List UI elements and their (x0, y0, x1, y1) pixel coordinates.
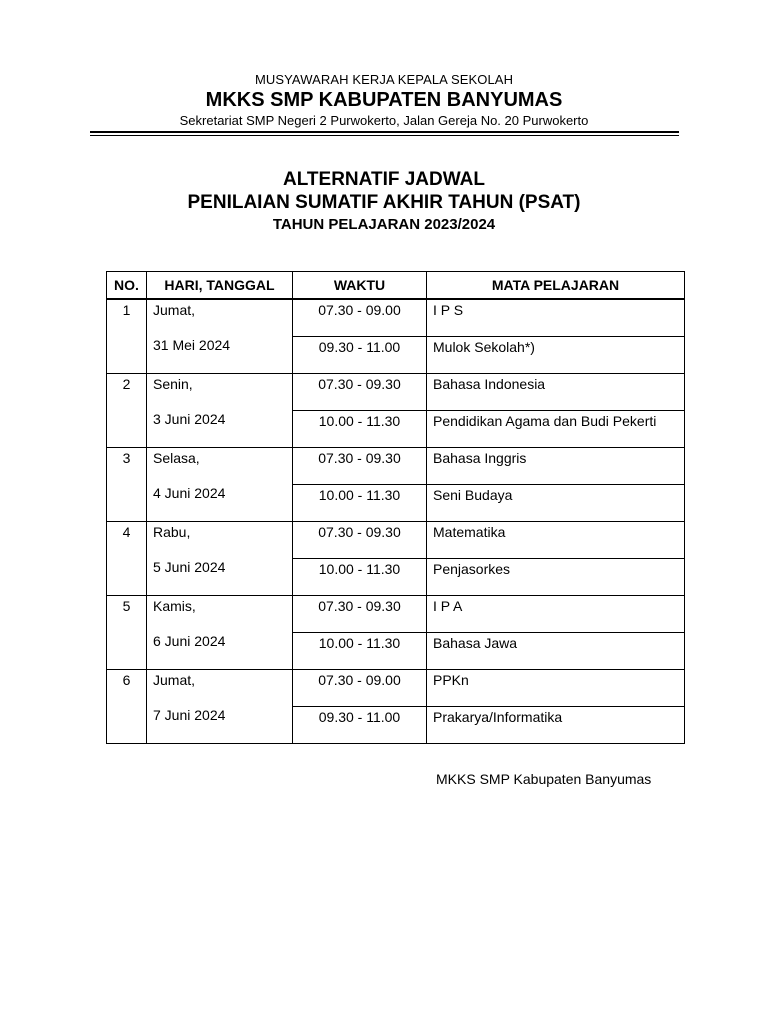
session-time: 10.00 - 11.30 (293, 411, 427, 448)
session-subject: Mulok Sekolah*) (427, 337, 685, 374)
day-date-cell (147, 299, 293, 374)
table-row (107, 448, 685, 485)
session-subject: Pendidikan Agama dan Budi Pekerti (427, 411, 685, 448)
table-row (107, 299, 685, 337)
day-date-cell (147, 374, 293, 448)
row-number: 6 (107, 670, 147, 744)
letterhead-divider (90, 131, 679, 136)
table-row (107, 670, 685, 707)
day-date-wrapper (147, 670, 292, 740)
row-number: 4 (107, 522, 147, 596)
row-number: 3 (107, 448, 147, 522)
session-subject: Bahasa Indonesia (427, 374, 685, 411)
document-subtitle: PENILAIAN SUMATIF AKHIR TAHUN (PSAT) (187, 192, 581, 213)
day-name: Rabu, (153, 524, 191, 540)
session-subject: Seni Budaya (427, 485, 685, 522)
table-header-row (107, 272, 685, 300)
session-subject: Penjasorkes (427, 559, 685, 596)
day-name: Kamis, (153, 598, 196, 614)
header-no: NO. (107, 272, 147, 300)
document-title: ALTERNATIF JADWAL (283, 169, 485, 190)
header-time: WAKTU (293, 272, 427, 300)
session-subject: I P A (427, 596, 685, 633)
table-row (107, 522, 685, 559)
session-time: 07.30 - 09.30 (293, 374, 427, 411)
session-time: 07.30 - 09.00 (293, 299, 427, 337)
row-number: 1 (107, 299, 147, 374)
day-date-wrapper (147, 300, 292, 370)
table-row (107, 374, 685, 411)
session-subject: PPKn (427, 670, 685, 707)
academic-year: TAHUN PELAJARAN 2023/2024 (272, 216, 496, 233)
session-subject: Bahasa Jawa (427, 633, 685, 670)
day-date-cell (147, 448, 293, 522)
day-name: Jumat, (153, 302, 196, 318)
session-time: 07.30 - 09.30 (293, 522, 427, 559)
signature: MKKS SMP Kabupaten Banyumas (436, 771, 652, 787)
day-name: Senin, (153, 376, 193, 392)
day-name: Selasa, (153, 450, 200, 466)
session-time: 07.30 - 09.30 (293, 448, 427, 485)
session-subject: Prakarya/Informatika (427, 707, 685, 744)
day-date-cell (147, 670, 293, 744)
day-date-cell (147, 596, 293, 670)
exam-date: 5 Juni 2024 (153, 559, 226, 575)
session-subject: Bahasa Inggris (427, 448, 685, 485)
exam-date: 4 Juni 2024 (153, 485, 226, 501)
exam-date: 31 Mei 2024 (153, 337, 231, 353)
session-time: 07.30 - 09.30 (293, 596, 427, 633)
day-date-wrapper (147, 448, 292, 518)
row-number: 2 (107, 374, 147, 448)
day-date-wrapper (147, 522, 292, 592)
session-time: 10.00 - 11.30 (293, 485, 427, 522)
session-subject: I P S (427, 299, 685, 337)
session-subject: Matematika (427, 522, 685, 559)
exam-date: 3 Juni 2024 (153, 411, 226, 427)
table-row (107, 596, 685, 633)
day-date-wrapper (147, 374, 292, 444)
header-day-date: HARI, TANGGAL (147, 272, 293, 300)
organization-address: Sekretariat SMP Negeri 2 Purwokerto, Jalan Gereja No. 20 Purwokerto (179, 113, 589, 128)
exam-date: 7 Juni 2024 (153, 707, 226, 723)
session-time: 10.00 - 11.30 (293, 633, 427, 670)
session-time: 09.30 - 11.00 (293, 707, 427, 744)
session-time: 10.00 - 11.30 (293, 559, 427, 596)
session-time: 09.30 - 11.00 (293, 337, 427, 374)
session-time: 07.30 - 09.00 (293, 670, 427, 707)
table-body (107, 299, 685, 744)
header-subject: MATA PELAJARAN (427, 272, 685, 300)
day-date-wrapper (147, 596, 292, 666)
organization-name: MKKS SMP KABUPATEN BANYUMAS (205, 89, 563, 111)
day-name: Jumat, (153, 672, 196, 688)
organization-line: MUSYAWARAH KERJA KEPALA SEKOLAH (254, 72, 514, 87)
day-date-cell (147, 522, 293, 596)
row-number: 5 (107, 596, 147, 670)
exam-date: 6 Juni 2024 (153, 633, 226, 649)
exam-schedule-table (106, 271, 685, 744)
